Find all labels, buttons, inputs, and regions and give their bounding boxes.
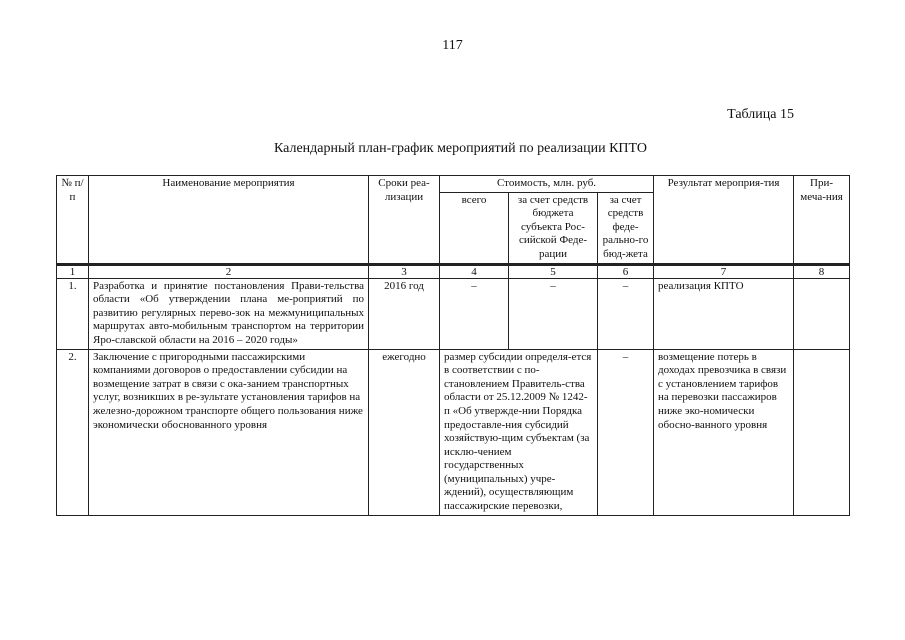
header-cost-region: за счет средств бюджета субъекта Рос-сийской Феде-рации: [509, 192, 598, 263]
page-number: 117: [442, 38, 463, 53]
header-result: Результат мероприя-тия: [654, 176, 794, 264]
row-cost-total: –: [440, 278, 509, 349]
row-cost-region: –: [509, 278, 598, 349]
row-terms: 2016 год: [369, 278, 440, 349]
table-title: Календарный план-график мероприятий по реализации КПТО: [273, 141, 648, 156]
column-number: 8: [794, 265, 850, 278]
row-cost-federal: –: [598, 349, 654, 515]
row-num: 2.: [57, 349, 89, 515]
header-cost-federal: за счет средств феде-рально-го бюд-жета: [598, 192, 654, 263]
header-row: [57, 176, 850, 193]
header-cost: Стоимость, млн. руб.: [440, 176, 654, 193]
row-name: Заключение с пригородными пассажирскими компаниями договоров о предоставлении субсидии на возмещение затрат в связи с ока-занием транспортных услуг, возникших в ре-зультате установления тарифов на железно-дорожном транспорте общего пользования ниже экономически обоснованного уровня: [89, 349, 369, 515]
schedule-table: [56, 175, 850, 516]
row-cost-federal: –: [598, 278, 654, 349]
header-notes: При-меча-ния: [794, 176, 850, 264]
header-name: Наименование мероприятия: [89, 176, 369, 264]
row-result: возмещение потерь в доходах превозчика в связи с установлением тарифов на перевозки пассажиров ниже эко-номически обосно-ванного уровня: [654, 349, 794, 515]
row-notes: [794, 349, 850, 515]
row-notes: [794, 278, 850, 349]
column-number: 2: [89, 265, 369, 278]
row-name: Разработка и принятие постановления Прави-тельства области «Об утверждении плана ме-роприятий по развитию регулярных перево-зок на межмуниципальных маршрутах авто-мобильным транспортом на территории Яро-славской области на 2016 – 2020 годы»: [89, 278, 369, 349]
row-result: реализация КПТО: [654, 278, 794, 349]
column-number-row: [57, 265, 850, 278]
header-num: № п/п: [57, 176, 89, 264]
header-cost-total: всего: [440, 192, 509, 263]
header-terms: Сроки реа-лизации: [369, 176, 440, 264]
column-number: 5: [509, 265, 598, 278]
column-number: 1: [57, 265, 89, 278]
table-label: Таблица 15: [727, 107, 794, 122]
row-cost-total: размер субсидии определя-ется в соответствии с по-становлением Правитель-ства области от 25.12.2009 № 1242-п «Об утвержде-нии Порядка предоставле-ния субсидий хозяйствую-щим субъектам (за исклю-чением государственных (муниципальных) учре-ждений), осуществляющим пассажирские перевозки,: [440, 349, 598, 515]
row-terms: ежегодно: [369, 349, 440, 515]
table-row: [57, 278, 850, 349]
column-number: 6: [598, 265, 654, 278]
table-row: [57, 349, 850, 515]
column-number: 7: [654, 265, 794, 278]
row-num: 1.: [57, 278, 89, 349]
column-number: 4: [440, 265, 509, 278]
column-number: 3: [369, 265, 440, 278]
